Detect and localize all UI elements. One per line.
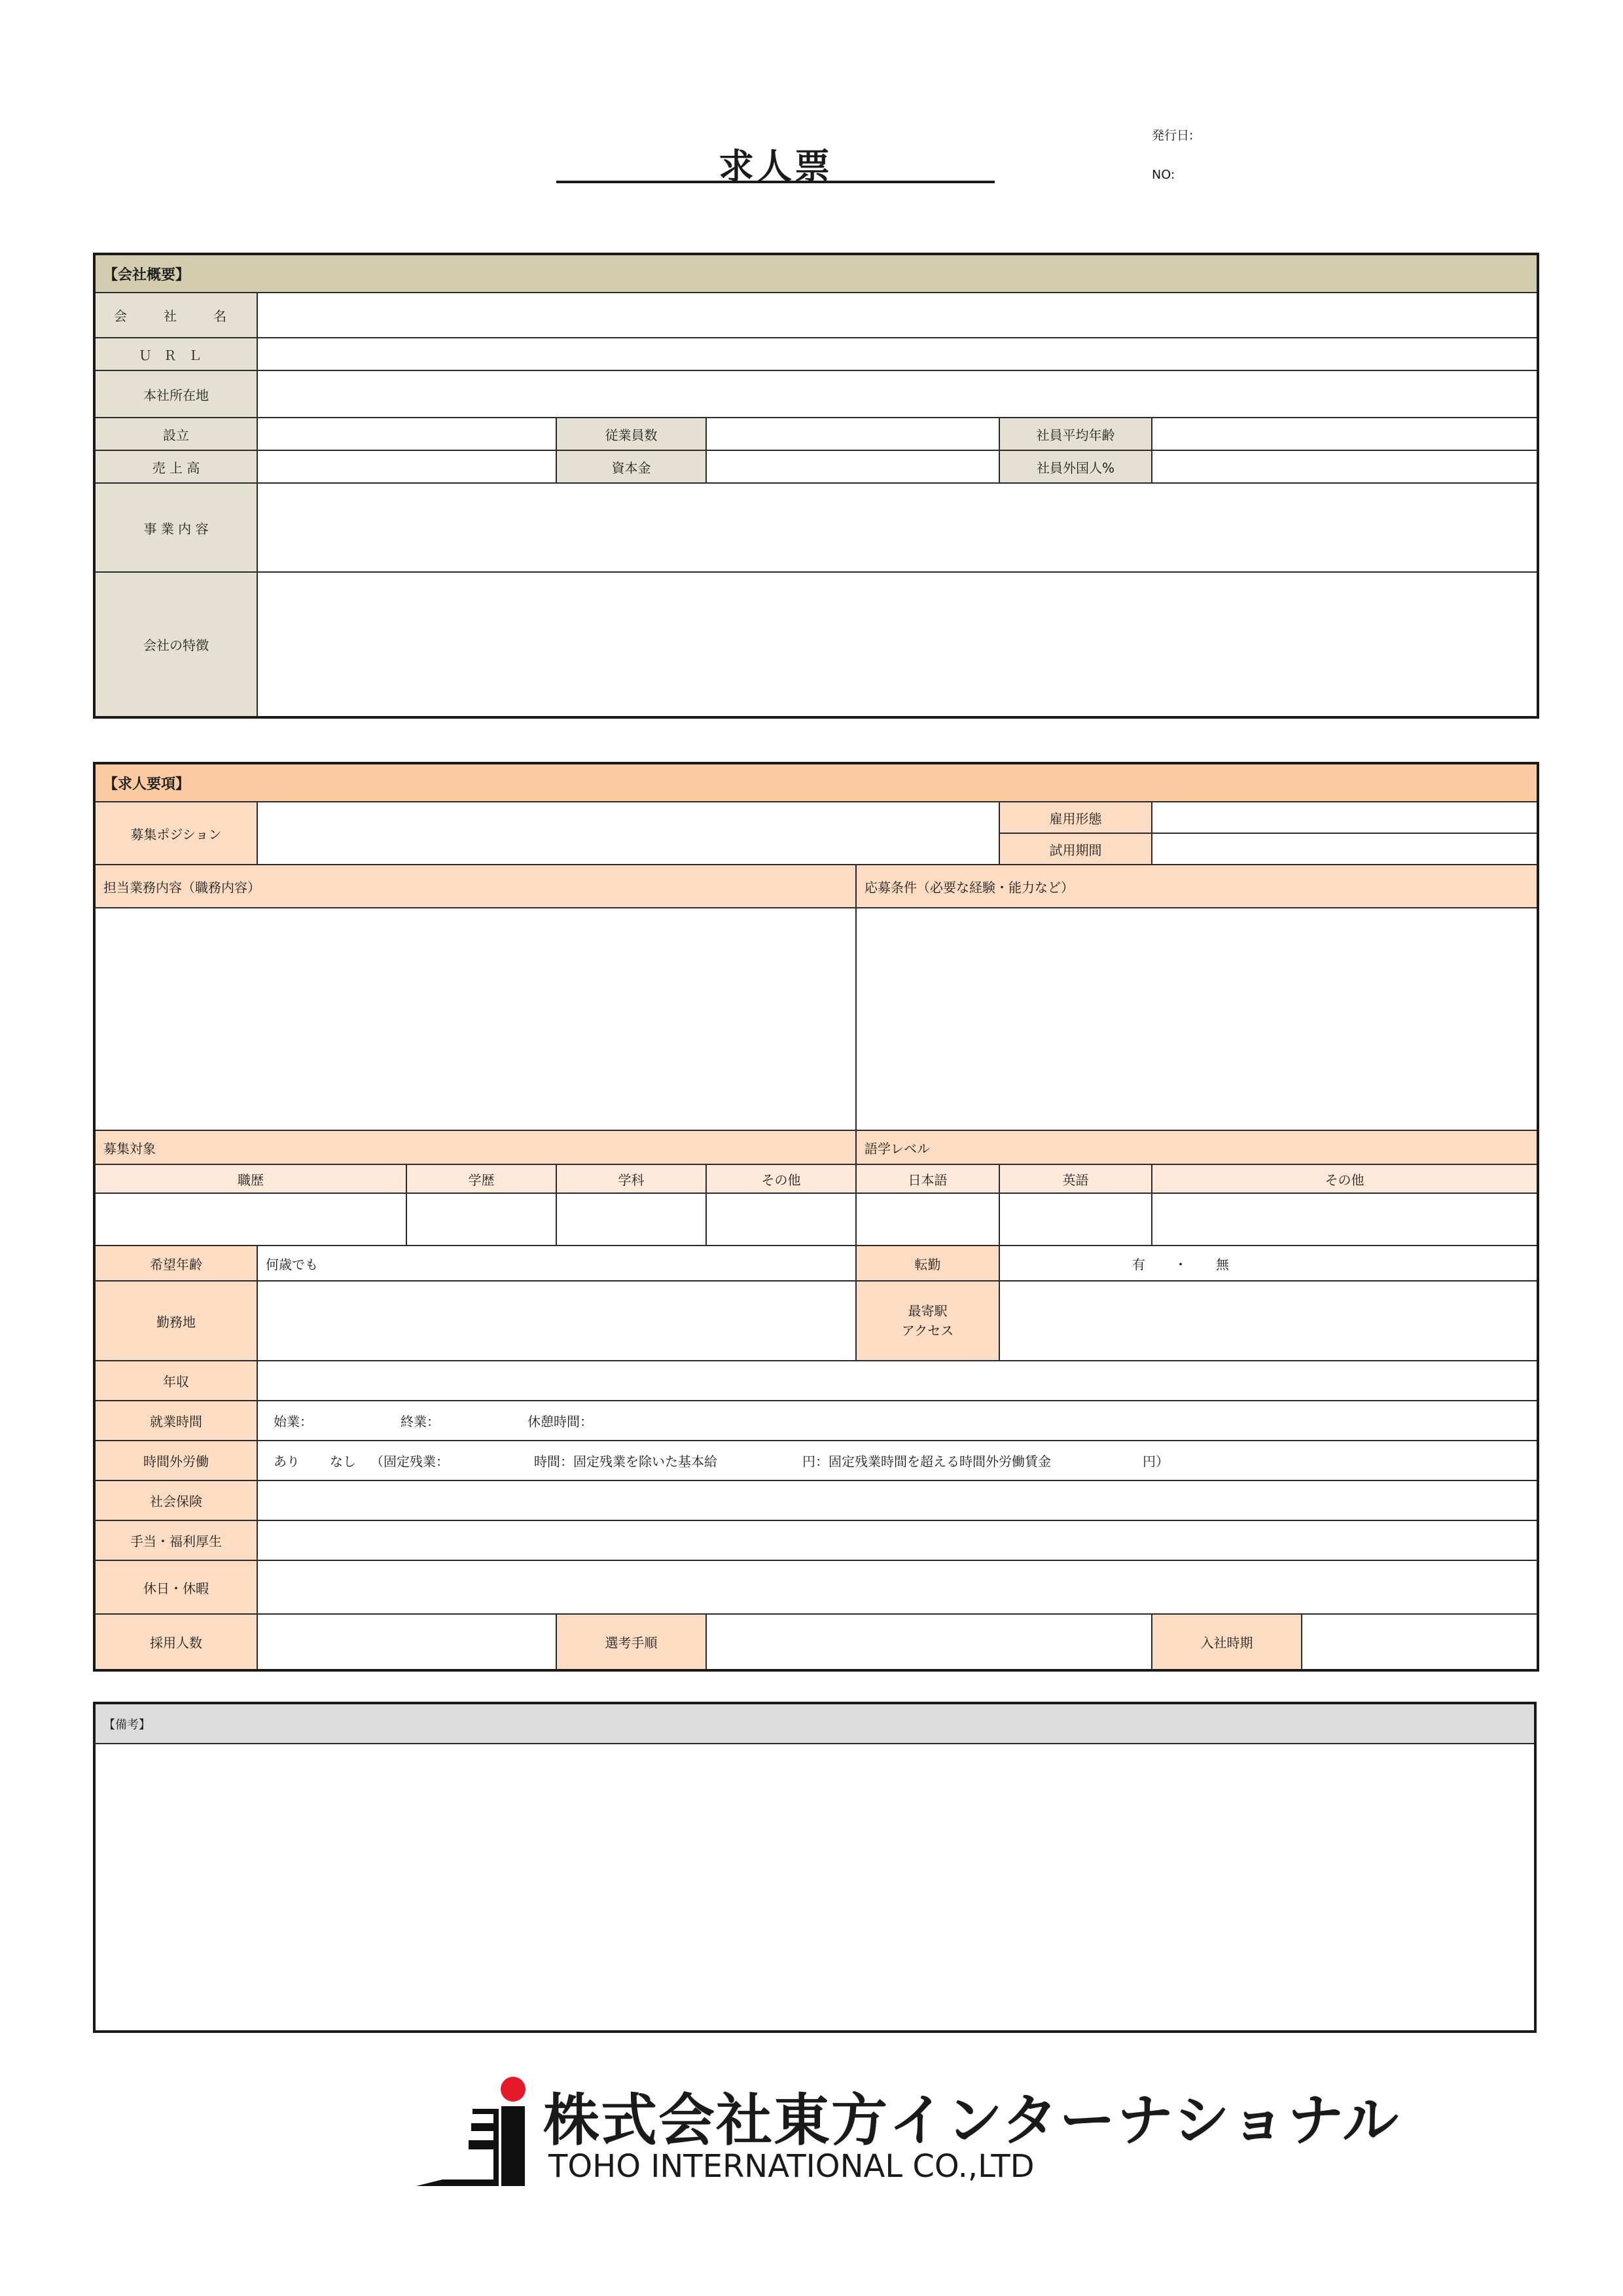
holidays-field[interactable] <box>257 1560 1538 1614</box>
overtime-yen: 円：固定残業時間を超える時間外労働賃金 <box>802 1454 1051 1469</box>
target-major-field[interactable] <box>556 1193 706 1246</box>
salary-label: 年収 <box>94 1361 257 1401</box>
language-label: 語学レベル <box>856 1130 1538 1164</box>
station-field[interactable] <box>999 1281 1538 1361</box>
avg-age-field[interactable] <box>1152 418 1538 450</box>
start-field[interactable] <box>1302 1614 1538 1670</box>
hires-label: 採用人数 <box>94 1614 257 1670</box>
target-col-career: 職歴 <box>94 1164 406 1193</box>
transfer-field[interactable] <box>999 1246 1538 1281</box>
transfer-label: 転勤 <box>856 1246 999 1281</box>
insurance-label: 社会保険 <box>94 1480 257 1520</box>
hires-field[interactable] <box>257 1614 556 1670</box>
company-name-label: 会 社 名 <box>94 293 257 338</box>
transfer-separator: ・ <box>1174 1256 1187 1272</box>
language-col-english: 英語 <box>999 1164 1152 1193</box>
company-section-header: 【会社概要】 <box>94 254 1538 293</box>
logo-stairs-shape <box>416 2109 499 2186</box>
insurance-field[interactable] <box>257 1480 1538 1520</box>
selection-label: 選考手順 <box>556 1614 706 1670</box>
selection-field[interactable] <box>706 1614 1152 1670</box>
overtime-label: 時間外労働 <box>94 1441 257 1480</box>
established-label: 設立 <box>94 418 257 450</box>
target-col-major: 学科 <box>556 1164 706 1193</box>
company-name-en: TOHO INTERNATIONAL CO.,LTD <box>548 2148 1035 2185</box>
target-career-field[interactable] <box>94 1193 406 1246</box>
transfer-yes[interactable]: 有 <box>1132 1256 1145 1272</box>
company-name-field[interactable] <box>257 293 1538 338</box>
established-field[interactable] <box>257 418 556 450</box>
title-underline <box>556 181 995 183</box>
target-other-field[interactable] <box>706 1193 856 1246</box>
employment-type-field[interactable] <box>1152 802 1538 833</box>
salary-field[interactable] <box>257 1361 1538 1401</box>
employees-field[interactable] <box>706 418 999 450</box>
hours-field[interactable] <box>257 1401 1538 1441</box>
station-label-line1: 最寄駅 <box>908 1303 948 1319</box>
overtime-no[interactable]: なし <box>330 1454 356 1469</box>
workplace-label: 勤務地 <box>94 1281 257 1361</box>
company-name-jp: 株式会社東方インターナショナル <box>543 2088 1400 2153</box>
age-label: 希望年齢 <box>94 1246 257 1281</box>
duties-field[interactable] <box>94 908 856 1130</box>
hours-break: 休憩時間： <box>527 1414 593 1429</box>
position-label: 募集ポジション <box>94 802 257 865</box>
requirements-field[interactable] <box>856 908 1538 1130</box>
capital-field[interactable] <box>706 450 999 483</box>
overtime-hours: 時間：固定残業を除いた基本給 <box>534 1454 717 1469</box>
page-title: 求人票 <box>719 146 832 187</box>
position-field[interactable] <box>257 802 999 865</box>
overtime-field[interactable] <box>257 1441 1538 1480</box>
company-logo-icon <box>416 2072 534 2190</box>
benefits-field[interactable] <box>257 1520 1538 1560</box>
issue-date-label: 発行日: <box>1152 128 1194 143</box>
hours-start: 始業： <box>274 1414 313 1429</box>
language-other-field[interactable] <box>1152 1193 1538 1246</box>
notes-section-header: 【備考】 <box>94 1703 1535 1744</box>
address-label: 本社所在地 <box>94 370 257 418</box>
url-field[interactable] <box>257 338 1538 370</box>
overtime-yes[interactable]: あり <box>274 1454 300 1469</box>
holidays-label: 休日・休暇 <box>94 1560 257 1614</box>
hours-end: 終業： <box>401 1414 440 1429</box>
language-col-japanese: 日本語 <box>856 1164 999 1193</box>
avg-age-label: 社員平均年齢 <box>999 418 1152 450</box>
station-label-line2: アクセス <box>901 1323 954 1338</box>
job-requirements-table <box>93 762 1539 1672</box>
target-education-field[interactable] <box>406 1193 556 1246</box>
start-label: 入社時期 <box>1152 1614 1302 1670</box>
duties-label: 担当業務内容（職務内容） <box>94 865 856 908</box>
transfer-no[interactable]: 無 <box>1216 1256 1229 1272</box>
target-label: 募集対象 <box>94 1130 856 1164</box>
requirements-label: 応募条件（必要な経験・能力など） <box>856 865 1538 908</box>
sales-field[interactable] <box>257 450 556 483</box>
sales-label: 売 上 高 <box>94 450 257 483</box>
logo-i-stem <box>501 2106 525 2186</box>
url-label: ＵＲＬ <box>94 338 257 370</box>
company-overview-table <box>93 253 1539 719</box>
target-col-education: 学歴 <box>406 1164 556 1193</box>
job-section-header: 【求人要項】 <box>94 763 1538 802</box>
language-col-other: その他 <box>1152 1164 1538 1193</box>
capital-label: 資本金 <box>556 450 706 483</box>
age-field[interactable]: 何歳でも <box>257 1246 856 1281</box>
station-label <box>856 1281 999 1361</box>
employees-label: 従業員数 <box>556 418 706 450</box>
employment-type-label: 雇用形態 <box>999 802 1152 833</box>
foreign-ratio-label: 社員外国人% <box>999 450 1152 483</box>
overtime-end: 円） <box>1143 1454 1169 1469</box>
business-field[interactable] <box>257 483 1538 572</box>
notes-table <box>93 1702 1537 2033</box>
hours-label: 就業時間 <box>94 1401 257 1441</box>
language-english-field[interactable] <box>999 1193 1152 1246</box>
address-field[interactable] <box>257 370 1538 418</box>
foreign-ratio-field[interactable] <box>1152 450 1538 483</box>
features-field[interactable] <box>257 572 1538 717</box>
benefits-label: 手当・福利厚生 <box>94 1520 257 1560</box>
target-col-other: その他 <box>706 1164 856 1193</box>
notes-field[interactable] <box>94 1744 1535 2032</box>
trial-period-label: 試用期間 <box>999 833 1152 865</box>
features-label: 会社の特徴 <box>94 572 257 717</box>
trial-period-field[interactable] <box>1152 833 1538 865</box>
number-label: NO: <box>1152 168 1175 182</box>
logo-red-dot <box>501 2077 526 2102</box>
workplace-field[interactable] <box>257 1281 856 1361</box>
overtime-fixed: （固定残業： <box>370 1454 449 1469</box>
language-japanese-field[interactable] <box>856 1193 999 1246</box>
business-label: 事 業 内 容 <box>94 483 257 572</box>
